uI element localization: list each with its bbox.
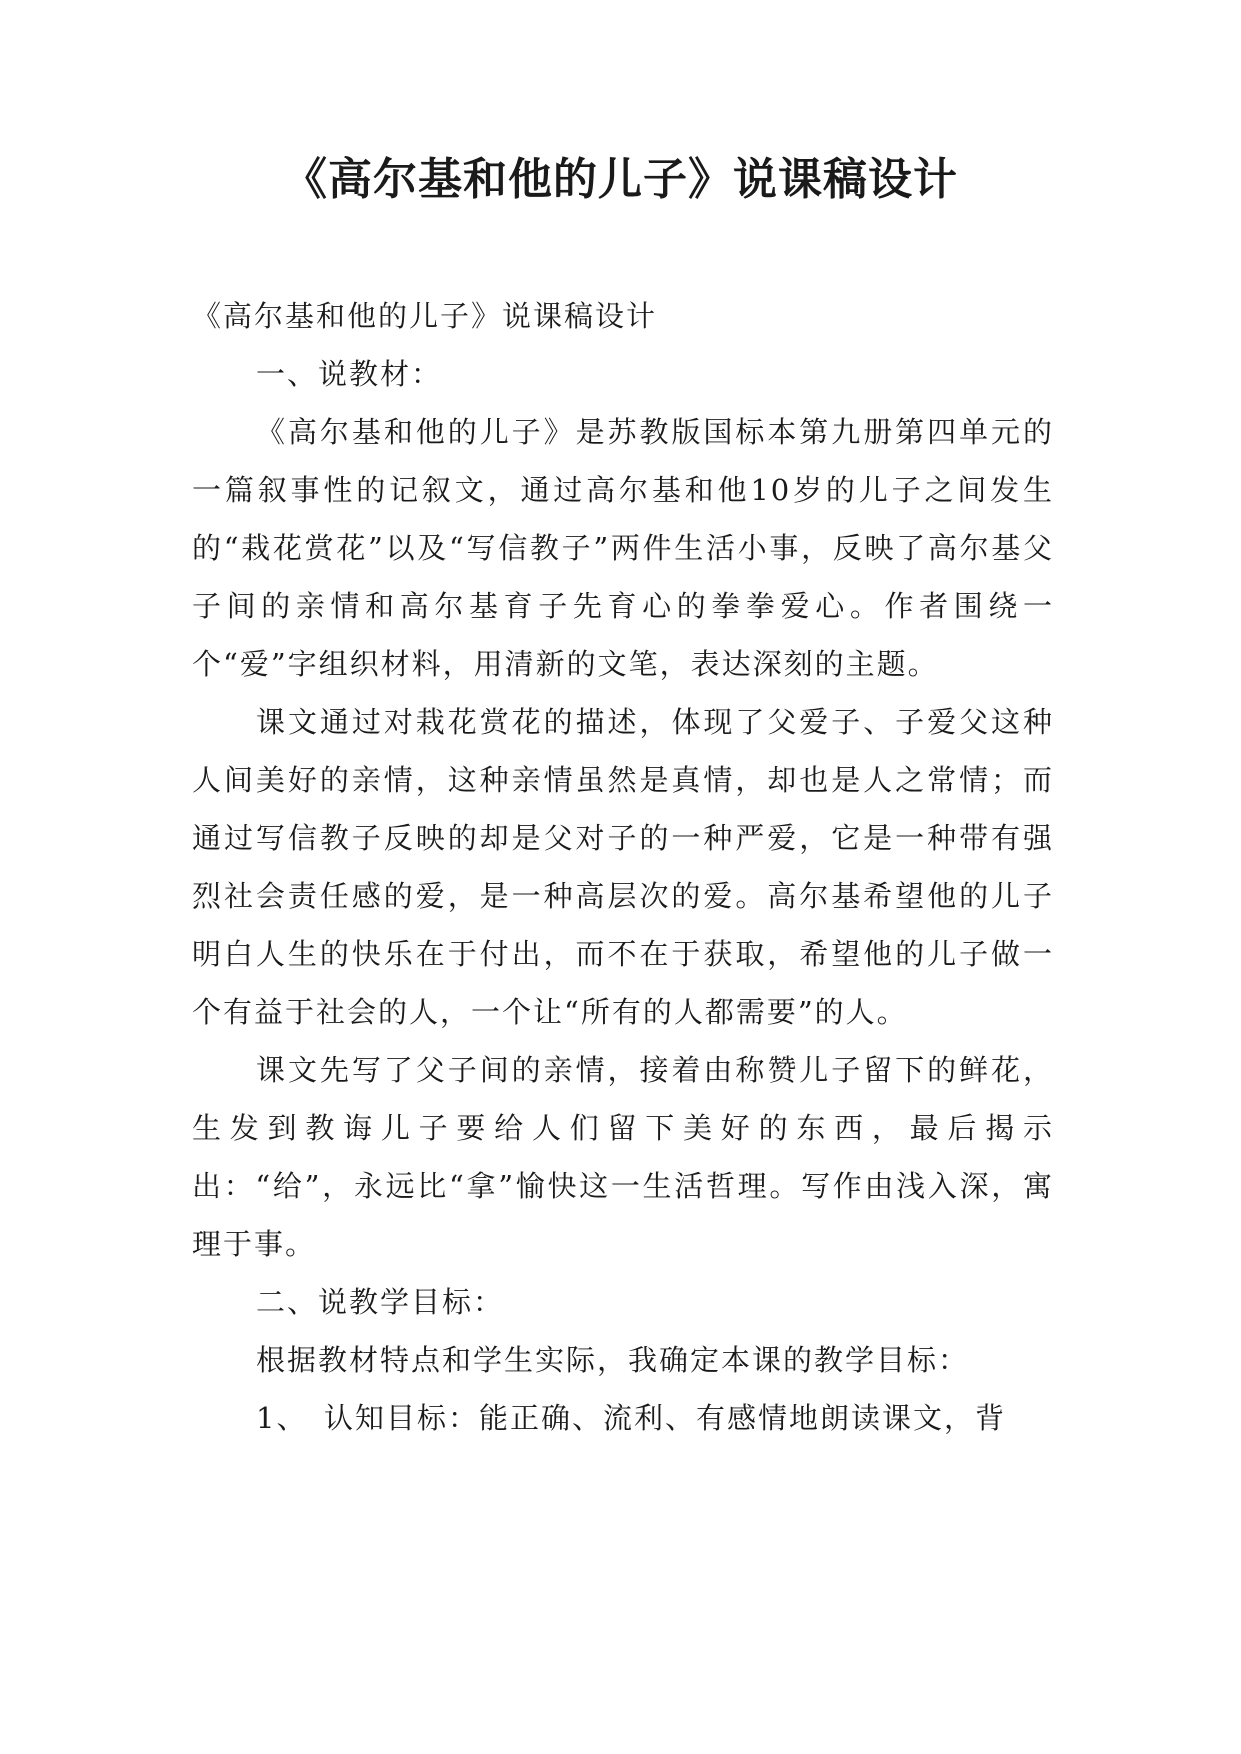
section-heading-objectives: 二、说教学目标： [256, 1285, 505, 1319]
body-paragraph-heading: 《高尔基和他的儿子》说课稿设计 [192, 299, 658, 333]
body-paragraph: 课文先写了父子间的亲情，接着由称赞儿子留下的鲜花，生发到教诲儿子要给人们留下美好的东西，最后揭示出：“给”，永远比“拿”愉快这一生活哲理。写作由浅入深，寓理于事。 [192, 1053, 1054, 1261]
document-body [192, 287, 1054, 1447]
body-paragraph: 根据教材特点和学生实际，我确定本课的教学目标： [256, 1343, 970, 1377]
section-heading-textbook: 一、说教材： [256, 357, 443, 391]
body-paragraph: 课文通过对栽花赏花的描述，体现了父爱子、子爱父这种人间美好的亲情，这种亲情虽然是真情，却也是人之常情；而通过写信教子反映的却是父对子的一种严爱，它是一种带有强烈社会责任感的爱，是一种高层次的爱。高尔基希望他的儿子明白人生的快乐在于付出，而不在于获取，希望他的儿子做一个有益于社会的人，一个让“所有的人都需要”的人。 [192, 705, 1054, 1029]
body-paragraph: 《高尔基和他的儿子》是苏教版国标本第九册第四单元的一篇叙事性的记叙文，通过高尔基和他10岁的儿子之间发生的“栽花赏花”以及“写信教子”两件生活小事，反映了高尔基父子间的亲情和高尔基育子先育心的拳拳爱心。作者围绕一个“爱”字组织材料，用清新的文笔，表达深刻的主题。 [192, 415, 1054, 681]
list-item-cognitive-objective: 1、 认知目标：能正确、流利、有感情地朗读课文，背 [256, 1401, 1006, 1435]
document-title: 《高尔基和他的儿子》说课稿设计 [283, 154, 958, 205]
